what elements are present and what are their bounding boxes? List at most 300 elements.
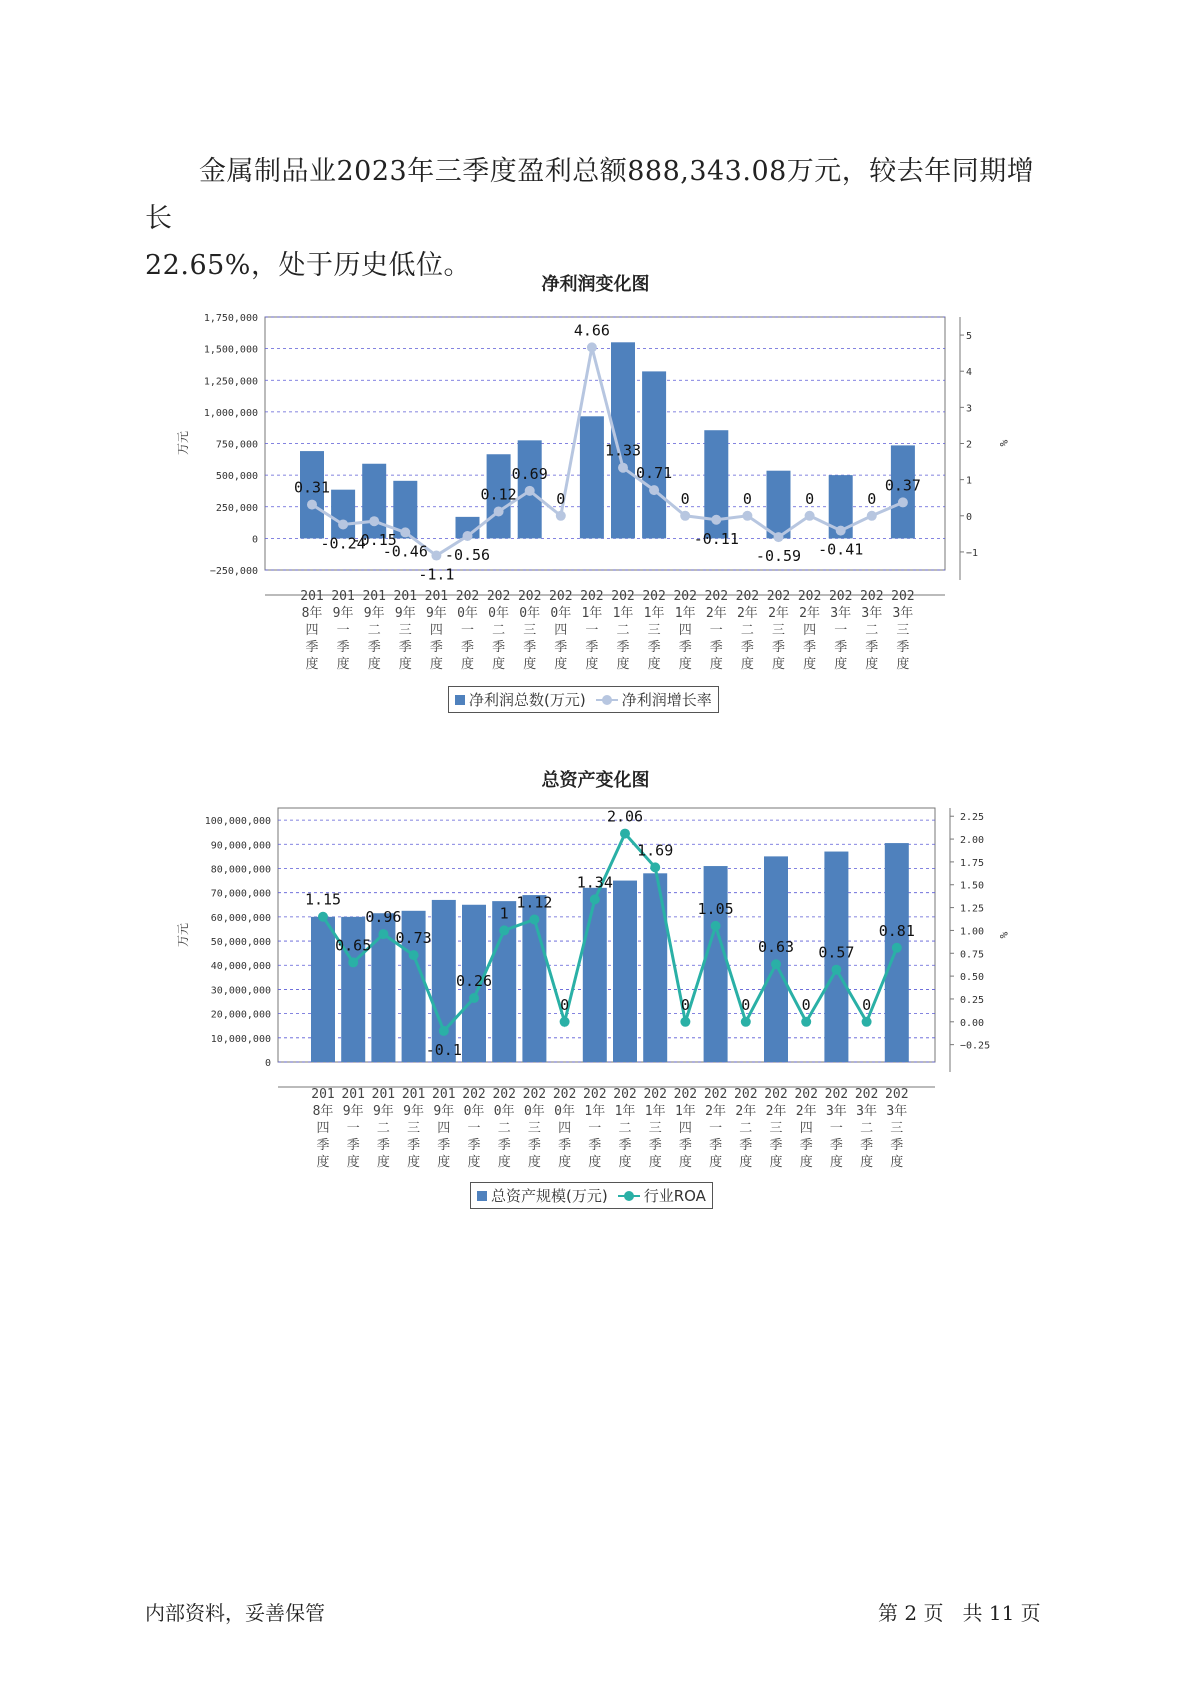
x-tick-label: 季 xyxy=(558,1138,572,1153)
x-tick-label: 202 xyxy=(828,589,853,604)
data-label: 4.66 xyxy=(573,321,610,340)
x-tick-label: 度 xyxy=(616,657,630,672)
x-tick-label: 四 xyxy=(437,1121,451,1136)
x-tick-label: 201 xyxy=(311,1087,335,1102)
x-tick-label: 季 xyxy=(429,640,443,655)
y2-tick-label: 1.50 xyxy=(960,880,985,892)
x-tick-label: 3年 xyxy=(861,606,883,621)
x-tick-label: 度 xyxy=(799,1155,813,1170)
x-tick-label: 季 xyxy=(316,1138,330,1153)
y-axis-unit-label: 万元 xyxy=(176,922,190,948)
line-point xyxy=(650,862,660,872)
x-tick-label: 9年 xyxy=(433,1104,455,1119)
line-point xyxy=(620,829,630,839)
y2-tick-label: −0.25 xyxy=(960,1040,991,1052)
x-tick-label: 1年 xyxy=(614,1104,636,1119)
x-tick-label: 202 xyxy=(462,1087,486,1102)
x-tick-label: 1年 xyxy=(674,606,696,621)
x-tick-label: 度 xyxy=(376,1155,390,1170)
data-label: -0.15 xyxy=(351,531,397,550)
x-tick-label: 1年 xyxy=(584,1104,606,1119)
x-tick-label: 一 xyxy=(588,1121,602,1136)
y-tick-label: 750,000 xyxy=(215,439,258,451)
bar xyxy=(704,866,728,1062)
x-tick-label: 度 xyxy=(336,657,350,672)
y-tick-label: 50,000,000 xyxy=(210,937,271,949)
x-tick-label: 3年 xyxy=(856,1104,878,1119)
line-point xyxy=(862,1017,872,1027)
y-tick-label: 80,000,000 xyxy=(210,864,271,876)
x-tick-label: 三 xyxy=(647,623,661,638)
line-point xyxy=(590,894,600,904)
x-tick-label: 二 xyxy=(739,1121,753,1136)
bar xyxy=(764,856,788,1062)
x-tick-label: 0年 xyxy=(554,1104,576,1119)
x-tick-label: 季 xyxy=(523,640,537,655)
x-tick-label: 9年 xyxy=(332,606,354,621)
line-point xyxy=(801,1017,811,1027)
x-tick-label: 二 xyxy=(618,1121,632,1136)
x-tick-label: 度 xyxy=(769,1155,783,1170)
x-tick-label: 202 xyxy=(766,589,791,604)
x-tick-label: 201 xyxy=(424,589,449,604)
data-label: 0.81 xyxy=(878,921,915,940)
x-tick-label: 202 xyxy=(642,589,666,604)
paragraph-line-2: 22.65%，处于历史低位。 xyxy=(145,250,471,281)
line-point xyxy=(369,516,379,526)
x-tick-label: 0年 xyxy=(523,1104,545,1119)
x-tick-label: 202 xyxy=(794,1087,818,1102)
data-label: 1.15 xyxy=(304,890,342,909)
bar xyxy=(613,881,637,1062)
y-tick-label: 250,000 xyxy=(215,502,258,514)
data-label: 0.73 xyxy=(395,929,432,948)
x-tick-label: 202 xyxy=(764,1087,788,1102)
x-tick-label: 二 xyxy=(492,623,506,638)
x-tick-label: 度 xyxy=(865,657,879,672)
x-tick-label: 2年 xyxy=(795,1104,817,1119)
x-tick-label: 季 xyxy=(585,640,599,655)
line-point xyxy=(771,959,781,969)
x-tick-label: 一 xyxy=(709,1121,723,1136)
x-tick-label: 9年 xyxy=(372,1104,394,1119)
x-tick-label: 三 xyxy=(771,623,786,638)
x-tick-label: 202 xyxy=(704,589,729,604)
x-tick-label: 2年 xyxy=(768,606,789,621)
y2-tick-label: 5 xyxy=(966,331,973,343)
x-tick-label: 度 xyxy=(588,1155,602,1170)
bar xyxy=(583,888,607,1062)
x-tick-label: 度 xyxy=(527,1155,541,1170)
x-tick-label: 季 xyxy=(616,640,630,655)
line-point xyxy=(711,515,721,525)
line-point xyxy=(348,957,358,967)
line-point xyxy=(525,486,535,496)
x-tick-label: 1年 xyxy=(612,606,634,621)
x-tick-label: 度 xyxy=(585,657,599,672)
x-tick-label: 2年 xyxy=(765,1104,787,1119)
data-label: 0.57 xyxy=(818,943,855,962)
y2-tick-label: 1 xyxy=(966,475,973,487)
y-tick-label: 20,000,000 xyxy=(210,1009,271,1021)
x-tick-label: 度 xyxy=(678,1155,692,1170)
line-point xyxy=(318,912,328,922)
x-tick-label: 度 xyxy=(523,657,537,672)
line-point xyxy=(618,463,628,473)
x-tick-label: 四 xyxy=(799,1121,813,1136)
x-tick-label: 二 xyxy=(497,1121,511,1136)
x-tick-label: 四 xyxy=(429,623,443,638)
x-tick-label: 度 xyxy=(618,1155,632,1170)
x-tick-label: 202 xyxy=(703,1087,728,1102)
x-tick-label: 8年 xyxy=(301,606,323,621)
x-tick-label: 二 xyxy=(367,623,381,638)
assets-chart-title: 总资产变化图 xyxy=(541,770,650,791)
x-tick-label: 三 xyxy=(523,623,537,638)
line-point xyxy=(469,993,479,1003)
data-label: 0 xyxy=(741,995,751,1014)
y2-tick-label: 2.25 xyxy=(960,812,985,824)
y-tick-label: 60,000,000 xyxy=(210,912,271,924)
line-point xyxy=(529,914,539,924)
x-tick-label: 202 xyxy=(824,1087,849,1102)
x-tick-label: 2年 xyxy=(705,1104,727,1119)
data-label: 0.37 xyxy=(884,476,921,495)
legend-label-profit-growth: 净利润增长率 xyxy=(621,691,712,709)
x-tick-label: 季 xyxy=(497,1138,511,1153)
y2-tick-label: 0.00 xyxy=(960,1017,985,1029)
x-tick-label: 季 xyxy=(305,640,319,655)
x-tick-label: 1年 xyxy=(674,1104,696,1119)
x-tick-label: 季 xyxy=(678,1138,692,1153)
x-tick-label: 三 xyxy=(527,1121,541,1136)
data-label: -0.46 xyxy=(382,542,428,561)
x-tick-label: 202 xyxy=(734,1087,758,1102)
data-label: -0.11 xyxy=(693,529,739,548)
y-tick-label: 0 xyxy=(251,534,258,546)
footer-confidential-note: 内部资料，妥善保管 xyxy=(145,1601,325,1625)
legend-item-industry-roa xyxy=(618,1185,706,1206)
line-point xyxy=(560,1017,570,1027)
x-tick-label: 季 xyxy=(860,1138,874,1153)
x-tick-label: 度 xyxy=(558,1155,572,1170)
data-label: 1.34 xyxy=(576,873,613,892)
x-tick-label: 度 xyxy=(896,657,910,672)
x-tick-label: 度 xyxy=(709,1155,723,1170)
x-tick-label: 1年 xyxy=(643,606,665,621)
x-tick-label: 0年 xyxy=(488,606,510,621)
x-tick-label: 一 xyxy=(709,623,723,638)
x-tick-label: 2年 xyxy=(705,606,727,621)
x-tick-label: 度 xyxy=(771,657,786,672)
x-tick-label: 季 xyxy=(896,640,910,655)
y2-tick-label: 0.50 xyxy=(960,972,985,984)
x-tick-label: 季 xyxy=(709,1138,723,1153)
data-label: 1.33 xyxy=(604,441,642,460)
x-tick-label: 季 xyxy=(829,1138,843,1153)
x-tick-label: 度 xyxy=(407,1155,421,1170)
x-tick-label: 1年 xyxy=(581,606,603,621)
x-tick-label: 度 xyxy=(437,1155,451,1170)
line-point xyxy=(867,511,877,521)
legend-item-total-assets xyxy=(477,1185,608,1206)
x-tick-label: 一 xyxy=(585,623,599,638)
x-tick-label: 1年 xyxy=(644,1104,666,1119)
data-label: -0.59 xyxy=(755,547,802,566)
x-tick-label: 201 xyxy=(300,589,324,604)
x-tick-label: 2年 xyxy=(736,606,758,621)
legend-bar-swatch xyxy=(477,1191,487,1201)
x-tick-label: 度 xyxy=(316,1155,330,1170)
x-tick-label: 度 xyxy=(554,657,568,672)
x-tick-label: 202 xyxy=(885,1087,909,1102)
data-label: 0.63 xyxy=(757,938,795,957)
net-profit-chart xyxy=(0,300,1191,680)
x-tick-label: 度 xyxy=(803,657,817,672)
line-point xyxy=(587,342,597,352)
y-tick-label: 70,000,000 xyxy=(210,888,271,900)
x-tick-label: 202 xyxy=(860,589,884,604)
x-tick-label: 度 xyxy=(346,1155,360,1170)
x-tick-label: 202 xyxy=(580,589,604,604)
x-tick-label: 度 xyxy=(492,657,506,672)
y2-tick-label: 2 xyxy=(966,439,973,451)
x-tick-label: 四 xyxy=(316,1121,330,1136)
x-tick-label: 季 xyxy=(492,640,506,655)
x-tick-label: 9年 xyxy=(363,606,385,621)
x-tick-label: 度 xyxy=(367,657,381,672)
y-tick-label: 10,000,000 xyxy=(210,1033,271,1045)
x-tick-label: 202 xyxy=(613,1087,637,1102)
x-tick-label: 201 xyxy=(393,589,418,604)
line-point xyxy=(307,500,317,510)
x-tick-label: 3年 xyxy=(892,606,914,621)
line-point xyxy=(805,511,815,521)
line-point xyxy=(741,1017,751,1027)
data-label: 0.69 xyxy=(511,464,548,483)
x-tick-label: 度 xyxy=(460,657,475,672)
line-point xyxy=(680,1017,690,1027)
total-assets-chart xyxy=(0,795,1191,1175)
x-tick-label: 202 xyxy=(549,589,573,604)
x-tick-label: 2年 xyxy=(799,606,821,621)
x-tick-label: 三 xyxy=(648,1121,662,1136)
x-tick-label: 季 xyxy=(647,640,661,655)
x-tick-label: 一 xyxy=(346,1121,360,1136)
x-tick-label: 202 xyxy=(735,589,760,604)
x-tick-label: 8年 xyxy=(312,1104,334,1119)
legend-label-total-assets: 总资产规模(万元) xyxy=(491,1187,608,1205)
y-tick-label: 0 xyxy=(264,1058,271,1069)
x-tick-label: 季 xyxy=(740,640,754,655)
data-label: 0 xyxy=(680,995,690,1014)
x-tick-label: 度 xyxy=(678,657,692,672)
data-label: 0.31 xyxy=(293,478,331,497)
line-point xyxy=(649,485,659,495)
x-tick-label: 度 xyxy=(429,657,443,672)
x-tick-label: 季 xyxy=(407,1138,421,1153)
legend-label-industry-roa: 行业ROA xyxy=(643,1187,706,1205)
data-label: 1 xyxy=(499,904,509,923)
x-tick-label: 季 xyxy=(739,1138,753,1153)
x-tick-label: 三 xyxy=(407,1121,421,1136)
x-tick-label: 季 xyxy=(437,1138,451,1153)
x-tick-label: 3年 xyxy=(825,1104,847,1119)
x-tick-label: 202 xyxy=(611,589,635,604)
data-label: -1.1 xyxy=(418,565,455,584)
bar xyxy=(643,873,667,1062)
x-tick-label: 度 xyxy=(829,1155,843,1170)
y-tick-label: 1,000,000 xyxy=(203,407,258,419)
x-tick-label: 202 xyxy=(522,1087,547,1102)
x-tick-label: 三 xyxy=(398,623,412,638)
line-point xyxy=(431,551,441,561)
x-tick-label: 一 xyxy=(834,623,848,638)
x-tick-label: 季 xyxy=(367,640,381,655)
x-tick-label: 202 xyxy=(673,589,697,604)
data-label: 0.71 xyxy=(636,464,673,483)
y-tick-label: 500,000 xyxy=(215,471,258,483)
data-label: 1.12 xyxy=(516,893,553,912)
x-tick-label: 202 xyxy=(492,1087,516,1102)
x-tick-label: 度 xyxy=(648,1155,662,1170)
legend-item-profit-growth xyxy=(596,689,712,710)
data-label: 0.65 xyxy=(335,936,372,955)
x-tick-label: 季 xyxy=(803,640,817,655)
y-tick-label: 1,500,000 xyxy=(203,344,258,356)
line-point xyxy=(463,531,473,541)
x-tick-label: 季 xyxy=(648,1138,662,1153)
y2-tick-label: 0.25 xyxy=(960,994,985,1006)
data-label: 0 xyxy=(742,489,752,508)
bar xyxy=(362,464,386,539)
bar xyxy=(432,900,456,1062)
line-point xyxy=(378,929,388,939)
line-point xyxy=(774,532,784,542)
x-tick-label: 201 xyxy=(341,1087,365,1102)
data-label: -0.24 xyxy=(320,534,366,553)
x-tick-label: 9年 xyxy=(394,606,416,621)
data-label: 1.69 xyxy=(637,841,674,860)
x-tick-label: 二 xyxy=(860,1121,874,1136)
x-tick-label: 季 xyxy=(865,640,879,655)
data-label: 0.96 xyxy=(365,908,402,927)
y-tick-label: 90,000,000 xyxy=(210,840,271,852)
x-tick-label: 季 xyxy=(769,1138,783,1153)
x-tick-label: 三 xyxy=(769,1121,783,1136)
x-tick-label: 201 xyxy=(362,589,386,604)
x-tick-label: 度 xyxy=(709,657,723,672)
footer-page-number: 第 2 页 共 11 页 xyxy=(878,1601,1041,1625)
x-tick-label: 度 xyxy=(890,1155,904,1170)
x-tick-label: 201 xyxy=(401,1087,426,1102)
x-tick-label: 季 xyxy=(709,640,723,655)
x-tick-label: 0年 xyxy=(463,1104,485,1119)
x-tick-label: 二 xyxy=(865,623,879,638)
line-point xyxy=(556,511,566,521)
bar xyxy=(642,371,666,538)
data-label: 0 xyxy=(805,489,815,508)
x-tick-label: 度 xyxy=(740,657,754,672)
x-tick-label: 202 xyxy=(583,1087,607,1102)
x-tick-label: 0年 xyxy=(550,606,572,621)
x-tick-label: 202 xyxy=(486,589,511,604)
x-tick-label: 202 xyxy=(643,1087,667,1102)
x-tick-label: 202 xyxy=(854,1087,879,1102)
x-tick-label: 9年 xyxy=(403,1104,425,1119)
y-tick-label: 100,000,000 xyxy=(204,816,271,828)
x-tick-label: 季 xyxy=(771,640,786,655)
profit-chart-title: 净利润变化图 xyxy=(541,274,650,295)
y2-axis-unit-label: % xyxy=(997,931,1010,939)
x-tick-label: 202 xyxy=(891,589,915,604)
x-tick-label: 季 xyxy=(834,640,848,655)
x-tick-label: 季 xyxy=(588,1138,602,1153)
line-point xyxy=(499,925,509,935)
x-tick-label: 度 xyxy=(398,657,412,672)
x-tick-label: 度 xyxy=(739,1155,753,1170)
x-tick-label: 四 xyxy=(678,623,692,638)
data-label: 0 xyxy=(862,995,872,1014)
x-tick-label: 四 xyxy=(678,1121,692,1136)
line-point xyxy=(836,526,846,536)
x-tick-label: 季 xyxy=(398,640,412,655)
y2-tick-label: 0 xyxy=(966,511,973,523)
bar xyxy=(492,901,516,1062)
x-tick-label: 202 xyxy=(517,589,542,604)
x-tick-label: 度 xyxy=(647,657,661,672)
x-tick-label: 四 xyxy=(803,623,817,638)
x-tick-label: 四 xyxy=(305,623,319,638)
x-tick-label: 季 xyxy=(336,640,350,655)
x-tick-label: 季 xyxy=(346,1138,360,1153)
data-label: 0 xyxy=(560,995,570,1014)
x-tick-label: 二 xyxy=(616,623,630,638)
data-label: 0.26 xyxy=(455,972,493,991)
x-tick-label: 季 xyxy=(460,640,475,655)
x-tick-label: 二 xyxy=(376,1121,390,1136)
x-tick-label: 3年 xyxy=(886,1104,908,1119)
x-tick-label: 季 xyxy=(678,640,692,655)
y2-tick-label: 4 xyxy=(966,367,973,379)
data-label: 0 xyxy=(680,489,690,508)
y2-axis-unit-label: % xyxy=(997,439,1010,447)
x-tick-label: 季 xyxy=(554,640,568,655)
y2-tick-label: 1.75 xyxy=(960,857,985,869)
line-point xyxy=(494,506,504,516)
legend-bar-swatch xyxy=(455,695,465,705)
line-point xyxy=(831,965,841,975)
y2-tick-label: 1.00 xyxy=(960,926,985,938)
y2-tick-label: 2.00 xyxy=(960,835,985,847)
y-tick-label: 1,250,000 xyxy=(203,376,258,388)
y-tick-label: −250,000 xyxy=(209,566,258,577)
x-tick-label: 202 xyxy=(552,1087,577,1102)
x-tick-label: 201 xyxy=(331,589,355,604)
data-label: 2.06 xyxy=(606,807,644,826)
assets-chart-legend xyxy=(470,1182,713,1209)
x-tick-label: 度 xyxy=(860,1155,874,1170)
x-tick-label: 季 xyxy=(527,1138,541,1153)
x-tick-label: 9年 xyxy=(342,1104,364,1119)
x-tick-label: 三 xyxy=(890,1121,904,1136)
intro-paragraph xyxy=(145,148,1045,289)
x-tick-label: 二 xyxy=(740,623,754,638)
line-point xyxy=(711,921,721,931)
data-label: -0.56 xyxy=(444,546,491,565)
x-tick-label: 度 xyxy=(834,657,848,672)
x-tick-label: 202 xyxy=(455,589,480,604)
